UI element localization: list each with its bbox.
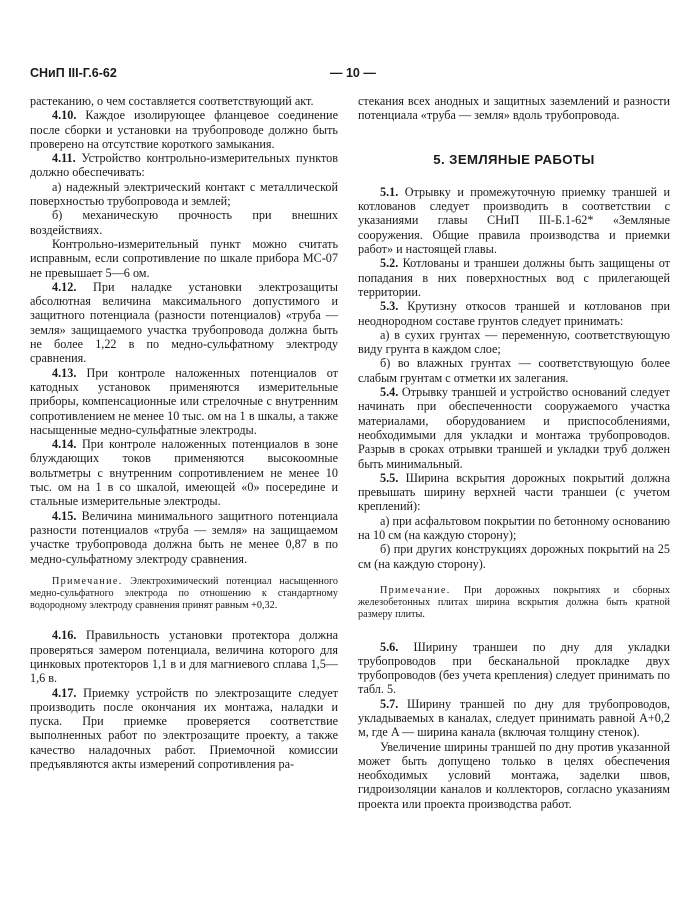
- paragraph-5-2: [358, 256, 670, 299]
- clause-number: 5.6.: [380, 639, 399, 654]
- clause-text: Устройство контрольно-измерительных пунктов должно обеспечивать:: [30, 151, 338, 180]
- note-text: При дорожных покрытиях и сборных железобетонных плитах ширина вскрытия должна быть кратной размеру плиты.: [358, 584, 670, 621]
- clause-number: 4.15.: [52, 508, 77, 523]
- clause-text: При наладке установки электрозащиты абсолютная величина максимального допустимого и защитного потенциала (разности потенциалов) «труба — земля» защищаемого участка трубопровода должна быть не более 1,22 в по медно-сульфатному электроду сравнения.: [30, 279, 338, 366]
- paragraph-5-7: [358, 697, 670, 740]
- list-item-b: б) при других конструкциях дорожных покрытий на 25 см (на каждую сторону).: [358, 542, 670, 571]
- page-number: — 10 —: [330, 66, 376, 80]
- clause-text: При контроле наложенных потенциалов от катодных установок применяются измерительные приборы, компенсационные или стрелочные с внутренним сопротивлением не менее 10 тыс. ом на 1 в шкалы, а также насыщенные медно-сульфатные электроды.: [30, 365, 338, 437]
- paragraph-5-5: [358, 471, 670, 514]
- clause-number: 4.16.: [52, 628, 77, 643]
- paragraph-5-6: [358, 640, 670, 697]
- list-item-a: а) при асфальтовом покрытии по бетонному основанию на 10 см (на каждую сторону);: [358, 513, 670, 543]
- clause-number: 5.2.: [380, 256, 399, 271]
- list-item-b: б) механическую прочность при внешних воздействиях.: [30, 208, 338, 237]
- clause-text: Крутизну откосов траншей и котлованов при неоднородном составе грунтов следует принимать:: [358, 299, 670, 328]
- clause-number: 4.11.: [52, 151, 76, 166]
- clause-text: При контроле наложенных потенциалов в зоне блуждающих токов применяются высокоомные вольтметры с внутренним сопротивлением не менее 10 тыс. ом на 1 в со шкалой, имеющей «0» посередине и стальные измерительные электроды.: [30, 437, 338, 509]
- paragraph-4-15: [30, 509, 338, 566]
- clause-number: 5.1.: [380, 184, 399, 199]
- paragraph-4-11: [30, 151, 338, 180]
- paragraph-4-13: [30, 366, 338, 437]
- clause-number: 5.5.: [380, 470, 399, 485]
- right-column: [358, 94, 670, 811]
- paragraph-4-12: [30, 280, 338, 366]
- document-code: СНиП III-Г.6-62: [30, 66, 117, 80]
- left-column: [30, 94, 338, 771]
- clause-text: Отрывку и промежуточную приемку траншей и котлованов следует производить в соответствии с указаниями главы СНиП III-Б.1-62* «Земляные сооружения. Общие правила производства и приемки работ» и настоящей главы.: [358, 184, 670, 257]
- page-header: [30, 66, 670, 86]
- note-text: Электрохимический потенциал насыщенного медно-сульфатного электрода по отношению к стандартному водородному электроду сравнения принят равным +0,32.: [30, 575, 338, 612]
- paragraph-5-4: [358, 385, 670, 471]
- section-title: 5. ЗЕМЛЯНЫЕ РАБОТЫ: [433, 151, 595, 167]
- clause-text: Величина минимального защитного потенциала разности потенциалов «труба — земля» на защищаемом участке трубопровода должна быть не менее 0,87 в по медно-сульфатному электроду сравнения.: [30, 508, 338, 566]
- clause-text: Ширину траншей по дну для трубопроводов, укладываемых в каналах, следует принимать равной A+0,2 м, где A — ширина канала (включая толщину стенок).: [358, 696, 670, 740]
- clause-number: 4.14.: [52, 437, 77, 452]
- clause-text: Правильность установки протектора должна проверяться замером потенциала, величина которого для цинковых протекторов 1,1 в и для магниевого сплава 1,5—1,6 в.: [30, 628, 338, 686]
- clause-number: 4.12.: [52, 279, 77, 294]
- paragraph-4-10: [30, 108, 338, 151]
- note-5-5: [358, 585, 670, 622]
- clause-text: Котлованы и траншеи должны быть защищены от попадания в них поверхностных вод с прилегающей территории.: [358, 256, 670, 299]
- paragraph-5-1: [358, 185, 670, 256]
- clause-text: Отрывку траншей и устройство оснований следует начинать при обеспеченности сооружаемого участка материалами, оборудованием и приспособлениями, необходимыми для укладки и монтажа трубопроводов. Разрыв в сроках отрывки траншей и укладки труб должен быть минимальный.: [358, 385, 670, 471]
- paragraph-4-14: [30, 437, 338, 508]
- clause-text: Ширина вскрытия дорожных покрытий должна превышать ширину верхней части траншеи (с учетом креплений):: [358, 470, 670, 514]
- note-label: Примечание.: [52, 575, 123, 587]
- list-item-b: б) во влажных грунтах — соответствующую более слабым грунтам с отметки их залегания.: [358, 356, 670, 385]
- paragraph-text: Увеличение ширины траншей по дну против указанной может быть допущено только в целях обеспечения необходимых условий монтажа, заделки швов, гидроизоляции каналов и коллекторов, согласно указаниям проекта или проекта производства работ.: [358, 739, 670, 811]
- clause-text: Каждое изолирующее фланцевое соединение после сборки и установки на трубопроводе должно быть проверено на отсутствие короткого замыкания.: [30, 108, 338, 151]
- paragraph-4-16: [30, 628, 338, 685]
- list-item-a: а) надежный электрический контакт с металлической поверхностью трубопровода и землей;: [30, 179, 338, 209]
- paragraph-4-17: [30, 686, 338, 772]
- note-label: Примечание.: [380, 584, 451, 596]
- paragraph-text: Контрольно-измерительный пункт можно считать исправным, если сопротивление по шкале прибора МС-07 не превышает 5—6 ом.: [30, 236, 338, 280]
- paragraph-5-3: [358, 299, 670, 328]
- clause-number: 4.17.: [52, 685, 77, 700]
- clause-text: Ширину траншеи по дну для укладки трубопроводов при бесканальной прокладке двух трубопроводов (без учета крепления) следует принимать по табл. 5.: [358, 639, 670, 697]
- paragraph-continuation: стекания всех анодных и защитных заземлений и разности потенциала «труба — земля» вдоль трубопровода.: [358, 94, 670, 123]
- clause-number: 5.4.: [380, 385, 399, 400]
- clause-text: Приемку устройств по электрозащите следует производить после окончания их монтажа, наладки и пуска. При приемке проверяется соответствие выполненных работ по электрозащите проекту, а также качество наладочных работ. Приемочной комиссии предъявляются акты измерений сопротивления ра-: [30, 685, 338, 772]
- clause-number: 5.7.: [380, 696, 399, 711]
- list-item-a: а) в сухих грунтах — переменную, соответствующую виду грунта в каждом слое;: [358, 327, 670, 357]
- clause-number: 4.10.: [52, 108, 77, 123]
- clause-number: 5.3.: [380, 299, 399, 314]
- paragraph-continuation: растеканию, о чем составляется соответствующий акт.: [30, 94, 314, 108]
- note-4-15: [30, 576, 338, 613]
- clause-number: 4.13.: [52, 365, 77, 380]
